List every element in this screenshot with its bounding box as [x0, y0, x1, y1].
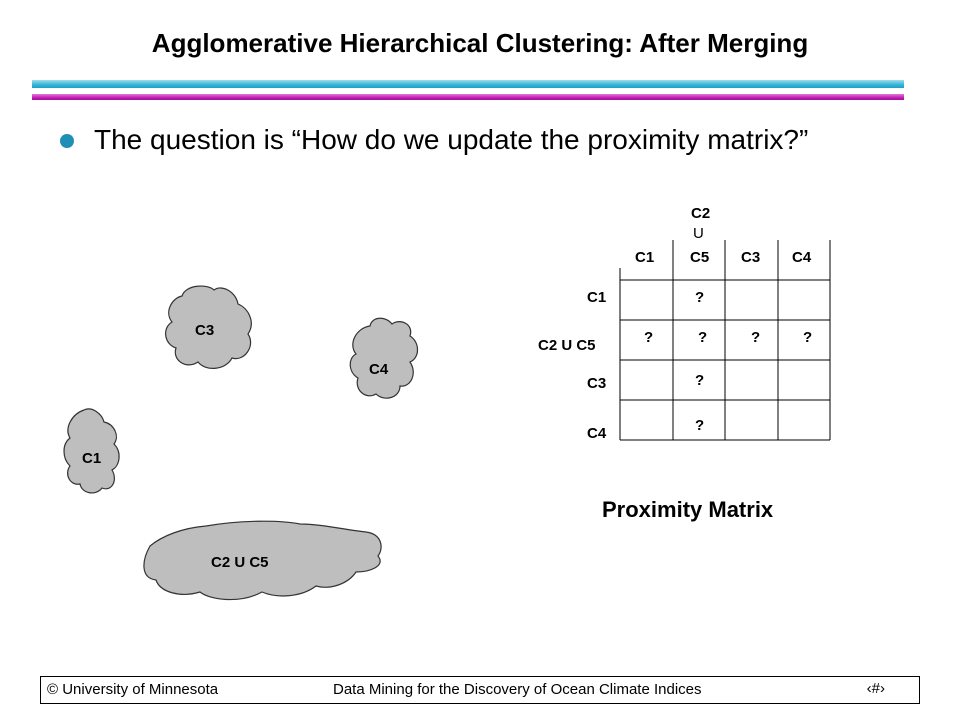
matrix-caption: Proximity Matrix — [602, 497, 774, 522]
matrix-col-header-union: U — [693, 225, 704, 242]
matrix-col-header-c5: C5 — [690, 249, 710, 266]
footer-page-number: ‹#› — [866, 680, 885, 697]
bullet-text: The question is “How do we update the proximity matrix?” — [94, 124, 809, 155]
cluster-c4-label: C4 — [369, 361, 389, 378]
cluster-c4-blob — [350, 318, 417, 398]
matrix-cell: ? — [695, 289, 705, 306]
matrix-row-header-c4: C4 — [587, 425, 607, 442]
matrix-cell: ? — [695, 372, 705, 389]
footer-copyright: © University of Minnesota — [47, 681, 219, 698]
matrix-cell: ? — [695, 417, 705, 434]
matrix-col-header-c1: C1 — [635, 249, 655, 266]
cluster-c1-label: C1 — [82, 450, 102, 467]
slide-footer — [40, 676, 920, 704]
slide-title: Agglomerative Hierarchical Clustering: After Merging — [151, 28, 809, 58]
matrix-cell: ? — [644, 329, 654, 346]
matrix-row-header-c2c5: C2 U C5 — [538, 337, 596, 354]
cluster-c2c5-label: C2 U C5 — [211, 554, 269, 571]
matrix-cell: ? — [751, 329, 761, 346]
matrix-col-header-c2: C2 — [691, 205, 711, 222]
footer-course-title: Data Mining for the Discovery of Ocean Climate Indices — [333, 681, 702, 698]
matrix-row-header-c3: C3 — [587, 375, 607, 392]
matrix-cell: ? — [698, 329, 708, 346]
matrix-col-header-c4: C4 — [792, 249, 812, 266]
matrix-cell: ? — [803, 329, 813, 346]
cluster-c3-label: C3 — [195, 322, 215, 339]
matrix-col-header-c3: C3 — [741, 249, 761, 266]
matrix-row-header-c1: C1 — [587, 289, 607, 306]
